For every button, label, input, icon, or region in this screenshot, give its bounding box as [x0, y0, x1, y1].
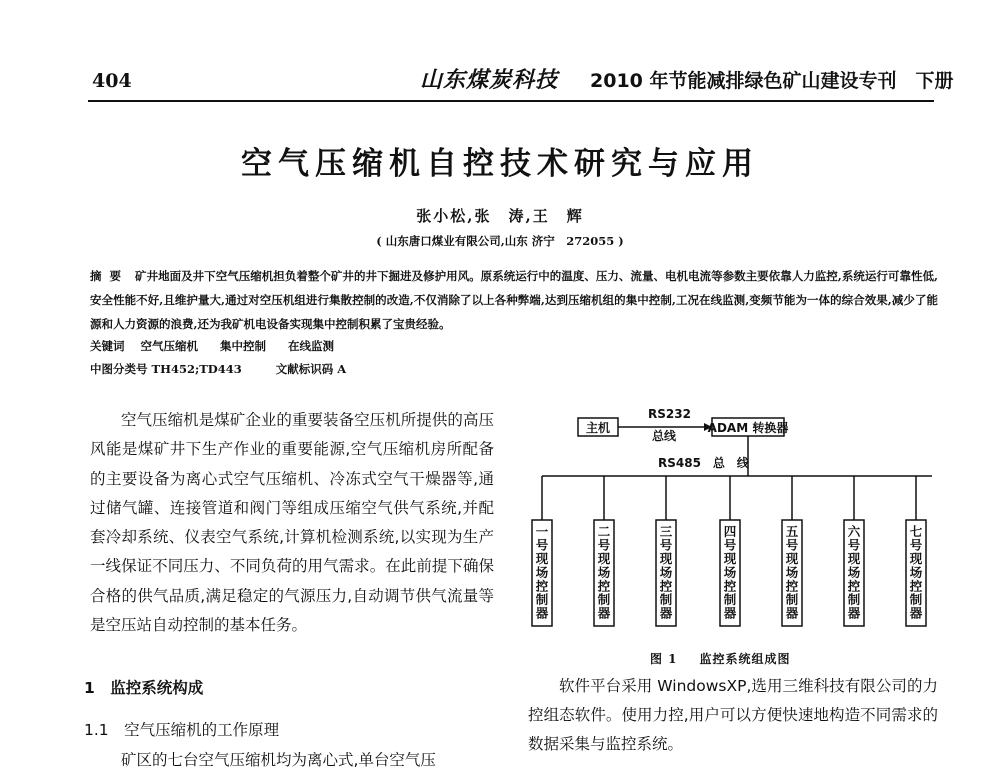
controller-6 — [844, 476, 864, 626]
rs485-label: RS485 总 线 — [658, 456, 749, 470]
figure-caption — [650, 650, 791, 667]
keyword-item: 在线监测 — [288, 339, 335, 353]
clc-value: TH452;TD443 — [151, 362, 242, 376]
rs232-sub-label: 总线 — [652, 429, 677, 443]
body-right-column — [528, 672, 938, 759]
intro-paragraph: 空气压缩机是煤矿企业的重要装备空压机所提供的高压风能是煤矿井下生产作业的重要能源,空气压缩机房所配备的主要设备为离心式空气压缩机、冷冻式空气干燥器等,通过储气罐、连接管道和阀门等组成压缩空气供气系统,并配套冷却系统、仪表空气系统,计算机检测系统,以实现为生产一线保证不同压力、不同负荷的用气需求。在此前提下确保合格的供气品质,满足稳定的气源压力,自动调节供气流量等是空压站自动控制的基本任务。 — [90, 411, 494, 635]
keyword-item: 集中控制 — [220, 339, 267, 353]
doc-code-value: A — [337, 362, 347, 376]
section-heading-1: 1 监控系统构成 — [84, 679, 204, 697]
section-heading-1-1: 1.1 空气压缩机的工作原理 — [84, 721, 280, 739]
controller-5 — [782, 476, 802, 626]
doc-code-label: 文献标识码 — [275, 362, 334, 376]
rs232-label: RS232 — [648, 407, 691, 421]
controller-label: 四号现场控制器 — [723, 524, 737, 621]
monitoring-system-diagram — [520, 400, 940, 645]
controller-label: 七号现场控制器 — [909, 524, 923, 621]
figure-caption-text: 监控系统组成图 — [699, 652, 791, 666]
controller-7 — [906, 476, 926, 626]
issue-title: 2010 年节能减排绿色矿山建设专刊 下册 — [590, 70, 954, 92]
controller-2 — [594, 476, 614, 626]
header-rule — [88, 100, 934, 102]
authors: 张小松,张 涛,王 辉 — [416, 207, 584, 225]
keywords-label: 关键词 — [90, 339, 125, 353]
controller-1 — [532, 476, 552, 626]
keyword-item: 空气压缩机 — [140, 339, 199, 353]
controller-label: 六号现场控制器 — [847, 524, 861, 621]
paper-title: 空气压缩机自控技术研究与应用 — [241, 146, 759, 182]
cut-off-line: 矿区的七台空气压缩机均为离心式,单台空气压 — [121, 751, 436, 769]
software-paragraph: 软件平台采用 WindowsXP,选用三维科技有限公司的力控组态软件。使用力控,用户可以方便快速地构造不同需求的数据采集与监控系统。 — [528, 677, 938, 753]
body-left-column — [90, 406, 494, 640]
journal-logo: 山东煤炭科技 — [420, 67, 559, 93]
controller-label: 二号现场控制器 — [597, 524, 611, 621]
page-number: 404 — [92, 70, 132, 92]
clc-label: 中图分类号 — [90, 362, 148, 376]
host-label: 主机 — [585, 421, 611, 435]
converter-label: ADAM 转换器 — [707, 421, 789, 435]
abstract-label: 摘要 — [90, 269, 130, 283]
controller-3 — [656, 476, 676, 626]
controller-label: 三号现场控制器 — [659, 524, 673, 621]
controller-label: 一号现场控制器 — [535, 524, 549, 621]
figure-number: 图 1 — [650, 652, 678, 666]
abstract-text: 矿井地面及井下空气压缩机担负着整个矿井的井下掘进及修护用风。原系统运行中的温度、压力、流量、电机电流等参数主要依靠人力监控,系统运行可靠性低,安全性能不好,且维护量大,通过对空压机组进行集散控制的改造,不仅消除了以上各种弊端,达到压缩机组的集中控制,工况在线监测,变频节能为一体的综合效果,减少了能源和人力资源的浪费,还为我矿机电设备实现集中控制积累了宝贵经验。 — [90, 269, 939, 331]
keywords — [90, 338, 352, 354]
controller-label: 五号现场控制器 — [785, 524, 799, 621]
affiliation: ( 山东唐口煤业有限公司,山东 济宁 272055 ) — [376, 234, 624, 248]
controller-4 — [720, 476, 740, 626]
abstract — [90, 264, 938, 336]
classification — [90, 361, 346, 377]
